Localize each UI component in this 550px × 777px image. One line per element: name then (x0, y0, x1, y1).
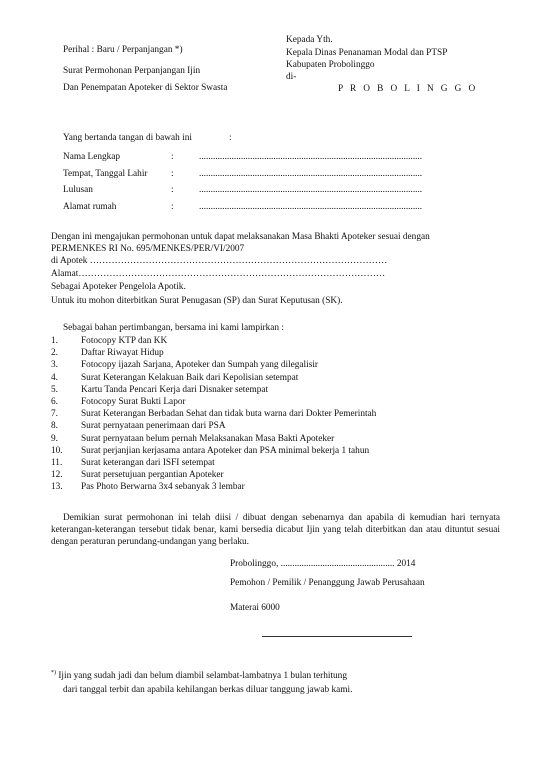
education-field: ................................................................................................ (199, 185, 423, 195)
addressee-line-1: Kepada Yth. (286, 35, 333, 45)
list-item (51, 335, 376, 347)
signer-role: Pemohon / Pemilik / Penanggung Jawab Perusahaan (230, 578, 425, 588)
list-item (51, 359, 376, 371)
list-number: 9. (51, 433, 58, 444)
request-line-2: PERMENKES RI No. 695/MENKES/PER/VI/2007 (51, 244, 245, 254)
request-line-1: Dengan ini mengajukan permohonan untuk dapat melaksanakan Masa Bhakti Apoteker sesuai dengan (51, 232, 430, 242)
signature-line (262, 636, 412, 637)
list-item (51, 384, 376, 396)
list-number: 8. (51, 421, 58, 432)
place-date: Probolinggo, ................................................. 2014 (230, 559, 416, 569)
addressee-line-3: Kabupaten Probolinggo (286, 60, 375, 70)
list-number: 4. (51, 372, 58, 383)
list-number: 6. (51, 396, 58, 407)
identity-label: Alamat rumah (63, 202, 117, 212)
list-item (51, 445, 376, 457)
attachments-list (51, 335, 376, 493)
materai-label: Materai 6000 (230, 603, 280, 613)
attachments-intro: Sebagai bahan pertimbangan, bersama ini kami lampirkan : (63, 323, 284, 333)
identity-row-address (63, 201, 422, 213)
identity-label: Nama Lengkap (63, 152, 121, 162)
list-item (51, 396, 376, 408)
list-text: Kartu Tanda Pencari Kerja dari Disnaker setempat (81, 384, 269, 395)
identity-colon: : (171, 185, 174, 195)
perihal-line: Perihal : Baru / Perpanjangan *) (63, 45, 183, 55)
list-item (51, 469, 376, 481)
identity-label: Tempat, Tanggal Lahir (63, 169, 148, 179)
list-item (51, 433, 376, 445)
list-item (51, 372, 376, 384)
list-number: 3. (51, 360, 58, 371)
addressee-line-4: di- (286, 72, 297, 82)
list-number: 13. (51, 482, 63, 493)
identity-row-name (63, 151, 422, 163)
list-item (51, 408, 376, 420)
request-line-5: Sebagai Apoteker Pengelola Apotik. (51, 282, 186, 292)
addressee-city: P R O B O L I N G G O (338, 84, 478, 94)
list-text: Surat Keterangan Kelakuan Baik dari Kepolisian setempat (81, 372, 299, 383)
list-item (51, 457, 376, 469)
identity-row-birth (63, 168, 422, 180)
list-text: Surat perjanjian kerjasama antara Apoteker dan PSA minimal bekerja 1 tahun (81, 445, 370, 456)
list-number: 7. (51, 409, 58, 420)
list-text: Surat pernyataan penerimaan dari PSA (81, 421, 226, 432)
list-text: Pas Photo Berwarna 3x4 sebanyak 3 lembar (81, 482, 245, 493)
list-number: 2. (51, 348, 58, 359)
footnote-line-1 (51, 670, 347, 682)
identity-row-education (63, 184, 422, 196)
list-number: 10. (51, 445, 63, 456)
list-number: 12. (51, 470, 63, 481)
intro-colon: : (229, 133, 232, 143)
footnote-text-1: Ijin yang sudah jadi dan belum diambil selambat-lambatnya 1 bulan terhitung (58, 671, 347, 682)
birth-field: ................................................................................................ (199, 169, 423, 179)
list-text: Surat persetujuan pergantian Apoteker (81, 470, 224, 481)
list-item (51, 420, 376, 432)
subject-line-2: Dan Penempatan Apoteker di Sektor Swasta (63, 83, 228, 93)
request-apotek-line: di Apotek …………………………………………………………………………………… (51, 256, 388, 266)
list-text: Fotocopy Surat Bukti Lapor (81, 396, 186, 407)
list-number: 11. (51, 457, 63, 468)
list-text: Fotocopy KTP dan KK (81, 336, 168, 346)
list-text: Surat keterangan dari ISFI setempat (81, 457, 215, 468)
request-line-6: Untuk itu mohon diterbitkan Surat Penugasan (SP) dan Surat Keputusan (SK). (51, 296, 343, 306)
list-text: Surat Keterangan Berbadan Sehat dan tidak buta warna dari Dokter Pemerintah (81, 409, 377, 420)
address-field: ................................................................................................ (199, 202, 423, 212)
list-text: Surat pernyataan belum pernah Melaksanakan Masa Bakti Apoteker (81, 433, 335, 444)
closing-paragraph: Demikian surat permohonan ini telah diisi / dibuat dengan sebenarnya dan apabila di kemudian hari ternyata keterangan-keterangan tersebut tidak benar, kami bersedia dicabut Ijin yang telah diterbitkan dan atau dituntut sesuai dengan peraturan perundang-undangan yang berlaku. (51, 513, 500, 548)
list-number: 5. (51, 384, 58, 395)
identity-colon: : (171, 202, 174, 212)
request-alamat-line: Alamat……………………………………………………………………………………… (51, 269, 386, 279)
intro-text: Yang bertanda tangan di bawah ini (63, 133, 192, 143)
identity-colon: : (171, 169, 174, 179)
identity-label: Lulusan (63, 185, 93, 195)
footnote-line-2: dari tanggal terbit dan apabila kehilangan berkas diluar tanggung jawab kami. (63, 685, 353, 695)
list-number: 1. (51, 336, 58, 346)
identity-colon: : (171, 152, 174, 162)
subject-line-1: Surat Permohonan Perpanjangan Ijin (63, 66, 201, 76)
footnote-mark: *) (51, 670, 56, 676)
list-text: Fotocopy ijazah Sarjana, Apoteker dan Sumpah yang dilegalisir (81, 360, 319, 371)
list-item (51, 481, 376, 493)
addressee-line-2: Kepala Dinas Penanaman Modal dan PTSP (286, 48, 448, 58)
list-item (51, 347, 376, 359)
list-text: Daftar Riwayat Hidup (81, 348, 164, 359)
name-field: ................................................................................................ (199, 152, 423, 162)
